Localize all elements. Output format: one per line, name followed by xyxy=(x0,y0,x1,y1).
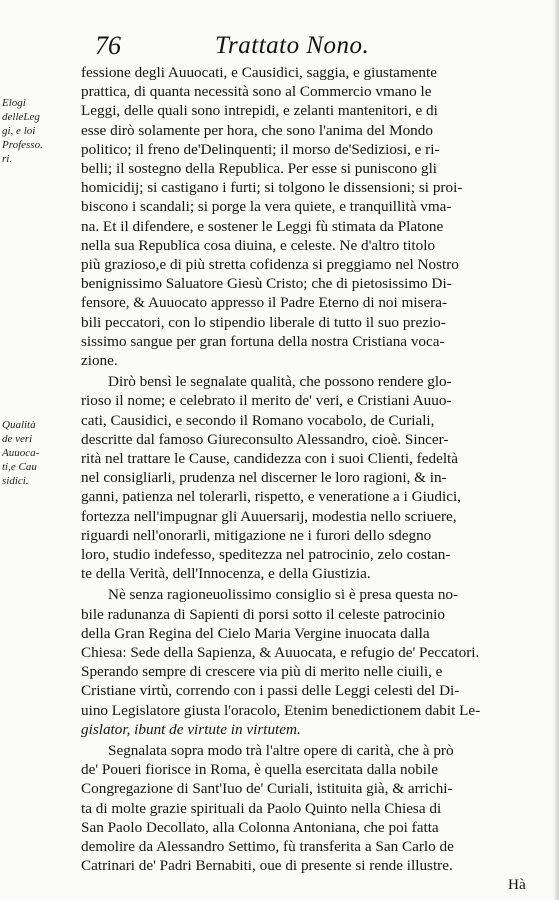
margin-note-line: Auuoca- xyxy=(2,447,40,459)
text-line: Segnalata sopra modo trà l'altre opere di carità, che à prò xyxy=(108,742,454,759)
text-line: fessione degli Auuocati, e Causidici, saggia, e giustamente xyxy=(81,64,437,81)
text-line: esse dirò solamente per hora, che sono l'anima del Mondo xyxy=(81,121,433,139)
text-line: più grazioso,e di più stretta cofidenza si preggiamo nel Nostro xyxy=(81,256,459,273)
margin-note-line: ti,e Cau xyxy=(2,461,37,473)
text-line: riguardi nell'onorarli, mitigazione ne i furori dello sdegno xyxy=(81,526,432,544)
text-line: Catrinari de' Padri Bernabiti, oue di presente si rende illustre. xyxy=(81,857,453,875)
page-header xyxy=(0,30,559,62)
running-title: Trattato Nono. xyxy=(215,32,370,59)
text-line: benignissimo Saluatore Giesù Cristo; che di pietosissimo Di- xyxy=(81,275,452,293)
margin-note-line: Elogi xyxy=(2,97,26,109)
text-line: Sperando sempre di crescere via più di merito nelle ciuili, e xyxy=(81,663,443,681)
text-line: homicidij; si castigano i furti; si tolgono le dissensioni; si proi- xyxy=(81,179,463,197)
text-line: Nè senza ragioneuolissimo consiglio si è presa questa no- xyxy=(108,586,459,604)
text-line: sissimo sangue per gran fortuna della nostra Cristiana voca- xyxy=(81,332,445,350)
text-line: Congregazione di Sant'Iuo de' Curiali, istituita già, & arrichi- xyxy=(81,780,453,798)
text-line: fensore, & Auuocato appresso il Padre Eterno di noi misera- xyxy=(81,294,448,312)
margin-note-qualita xyxy=(2,418,66,488)
text-line: Chiesa: Sede della Sapienza, & Auuocata, e refugio de' Peccatori. xyxy=(81,644,480,661)
catchword: Hà xyxy=(508,876,526,894)
margin-note-line: ri. xyxy=(2,153,13,165)
text-line: Dirò bensì le segnalate qualità, che possono rendere glo- xyxy=(108,373,452,391)
text-line: rioso il nome; e celebrato il merito de' veri, e Cristiani Auuo- xyxy=(81,392,452,410)
text-line: na. Et il difendere, e sostener le Leggi fù stimata da Platone xyxy=(81,217,444,235)
page-number: 76 xyxy=(95,31,121,60)
text-line: loro, studio indefesso, speditezza nel patrocinio, zelo costan- xyxy=(81,546,451,563)
text-line: Cristiane virtù, correndo con i passi delle Leggi celesti del Di- xyxy=(81,682,460,700)
text-line: biscono i scandali; si porge la vera quiete, e tranquillità vma- xyxy=(81,198,452,216)
text-line: zione. xyxy=(81,352,118,369)
margin-note-line: delleLeg xyxy=(2,111,40,123)
text-line: cati, Causidici, e secondo il Romano vocabolo, de Curiali, xyxy=(81,411,435,429)
margin-note-line: Qualità xyxy=(2,419,36,431)
text-line: uino Legislatore giusta l'oracolo, Etenim benedictionem dabit Le- xyxy=(81,701,481,719)
page-edge-shadow xyxy=(553,0,559,900)
text-line: de' Poueri fiorisce in Roma, è quella esercitata dalla nobile xyxy=(81,761,438,779)
text-line: bili peccatori, con lo stipendio liberale di tutto il suo prezio- xyxy=(81,313,446,331)
text-line: della Gran Regina del Cielo Maria Vergine inuocata dalla xyxy=(81,624,430,642)
text-line: fortezza nell'impugnar gli Auuersarij, modestia nello scriuere, xyxy=(81,507,457,525)
text-line: te della Verità, dell'Innocenza, e della Giustizia. xyxy=(81,565,371,583)
margin-note-line: sidici. xyxy=(2,475,29,487)
text-line: nella sua Republica cosa diuina, e celeste. Ne d'altro titolo xyxy=(81,236,436,254)
text-line: ta di molte grazie spirituali da Paolo Quinto nella Chiesa di xyxy=(81,799,442,817)
text-line: demolire da Alessandro Settimo, fù transferita a San Carlo de xyxy=(81,838,454,855)
text-line: politico; il freno de'Delinquenti; il morso de'Sediziosi, e ri- xyxy=(81,140,440,158)
margin-note-elogi xyxy=(2,96,66,166)
text-line: nel consigliarli, prudenza nel discerner le loro ragioni, & in- xyxy=(81,469,447,487)
text-line: Leggi, delle quali sono intrepidi, e zelanti mantenitori, e di xyxy=(81,102,438,120)
text-line: descritte dal famoso Giureconsulto Alessandro, cioè. Sincer- xyxy=(81,430,449,448)
text-line: rità nel trattare le Cause, candidezza con i suoi Clienti, fedeltà xyxy=(81,450,458,467)
margin-note-line: Professo. xyxy=(2,139,43,151)
margin-note-line: gi, e loi xyxy=(2,125,36,137)
margin-note-line: de veri xyxy=(2,433,33,445)
text-line: bile radunanza di Sapienti di porsi sotto il celeste patrocinio xyxy=(81,605,445,623)
text-line: gislator, ibunt de virtute in virtutem. xyxy=(81,720,301,738)
text-line: ganni, patienza nel tolerarli, rispetto, e veneratione a i Giudici, xyxy=(81,488,461,506)
text-line: belli; il sostegno della Republica. Per esse si puniscono gli xyxy=(81,160,438,177)
text-line: prattica, di quanta necessità sono al Commercio vmano le xyxy=(81,83,432,101)
text-line: San Paolo Decollato, alla Colonna Antoniana, che poi fatta xyxy=(81,818,439,836)
